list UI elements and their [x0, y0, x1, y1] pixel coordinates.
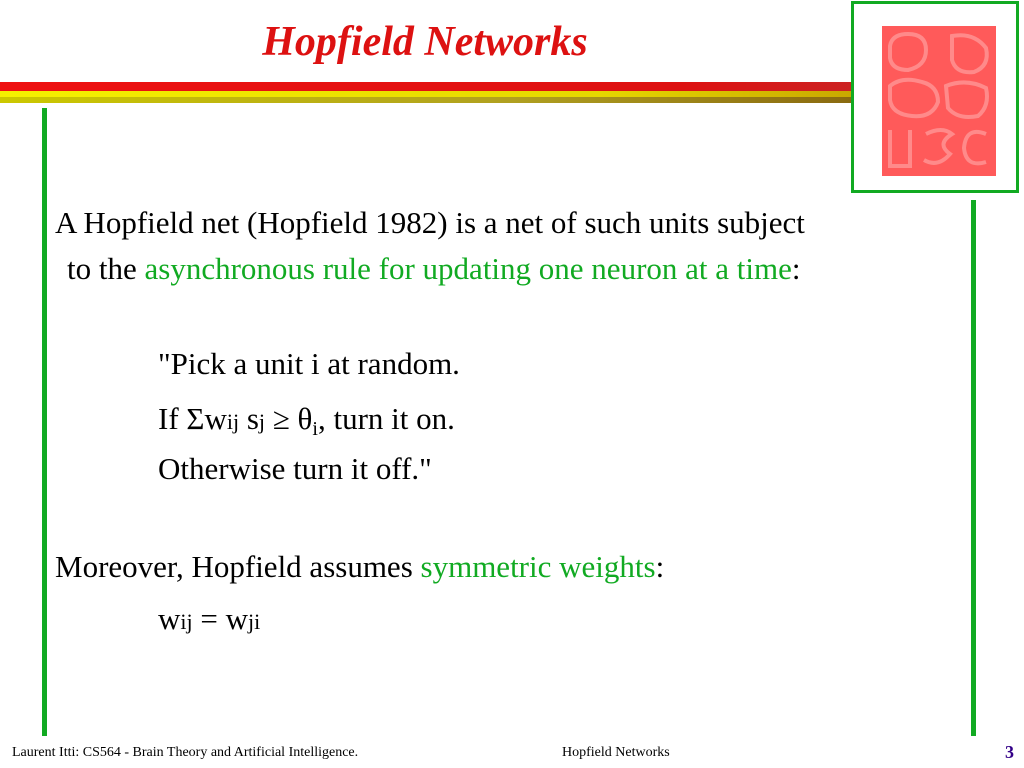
rule-turn-on: , turn it on. — [317, 401, 455, 436]
title-divider-red — [0, 82, 852, 91]
theta-subscript: i — [312, 418, 318, 440]
weight-subscript: ij — [226, 409, 240, 434]
symmetric-weights-highlight: symmetric weights — [420, 549, 656, 584]
state-subscript: j — [258, 409, 266, 434]
equation-w1: w — [158, 601, 181, 636]
paragraph-2-prefix: Moreover, Hopfield assumes — [55, 549, 421, 584]
paragraph-2 — [55, 548, 664, 585]
equation-w2-subscript: ji — [248, 609, 261, 634]
slide-title: Hopfield Networks — [262, 19, 588, 65]
paragraph-1-suffix: : — [791, 251, 801, 286]
rule-if: If — [158, 401, 187, 436]
paragraph-1-line-1: A Hopfield net (Hopfield 1982) is a net of such units subject — [55, 205, 805, 240]
equation-w1-subscript: ij — [180, 609, 193, 634]
paragraph-1-line-2 — [67, 250, 801, 287]
rule-line-1: "Pick a unit i at random. — [158, 346, 460, 381]
left-accent-line — [42, 108, 47, 736]
paragraph-1-prefix: to the — [67, 251, 145, 286]
geq-symbol: ≥ — [272, 401, 290, 436]
right-accent-line — [971, 200, 976, 736]
footer-title: Hopfield Networks — [562, 745, 670, 760]
rule-line-2 — [158, 400, 455, 440]
footer-course: Laurent Itti: CS564 - Brain Theory and Artificial Intelligence. — [12, 745, 359, 760]
equation-equals: = — [200, 601, 218, 636]
weight-symbol: w — [204, 401, 227, 436]
usc-logo-icon — [882, 26, 996, 176]
logo-frame — [851, 1, 1019, 193]
page-number: 3 — [1005, 742, 1014, 762]
symmetry-equation — [158, 600, 260, 637]
paragraph-2-suffix: : — [655, 549, 665, 584]
rule-line-3: Otherwise turn it off." — [158, 451, 432, 486]
theta-symbol: θ — [297, 401, 313, 436]
title-divider-olive — [0, 97, 852, 103]
state-symbol: s — [246, 401, 259, 436]
sigma-symbol: Σ — [186, 401, 205, 436]
equation-w2: w — [225, 601, 248, 636]
async-rule-highlight: asynchronous rule for updating one neuron at a time — [144, 251, 792, 286]
